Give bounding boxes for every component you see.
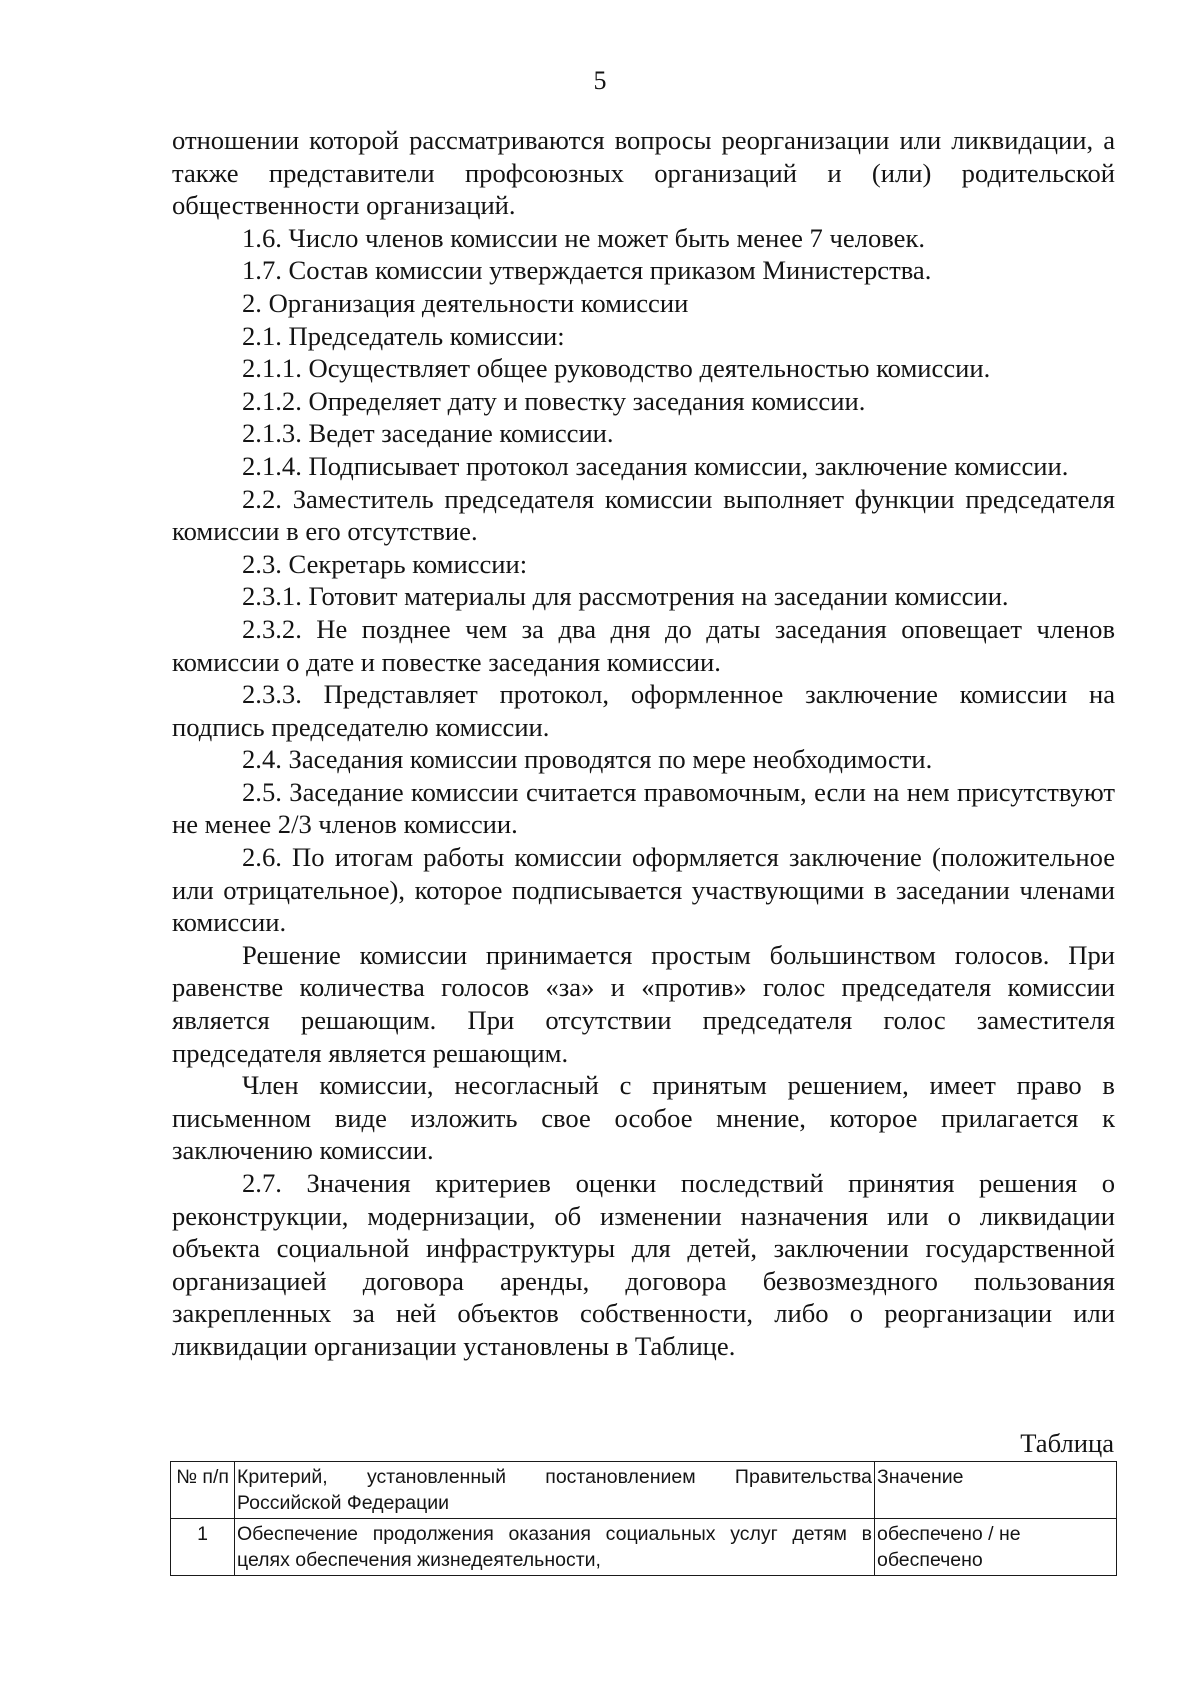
row-num: 1 [171,1519,235,1576]
row-value: обеспечено / не обеспечено [875,1519,1117,1576]
paragraph-2-2: 2.2. Заместитель председателя комиссии выполняет функции председателя комиссии в его отсутствие. [172,483,1115,547]
criteria-table [170,1461,1117,1576]
row-criterion: Обеспечение продолжения оказания социальных услуг детям в целях обеспечения жизнедеятельности, [235,1519,875,1576]
table-header-row [171,1462,1117,1519]
paragraph-2-7: 2.7. Значения критериев оценки последствий принятия решения о реконструкции, модернизации, об изменении назначения или о ликвидации объекта социальной инфраструктуры для детей, заключении государственной организацией договора аренды, договора безвозмездного пользования закрепленных за ней объектов собственности, либо о реорганизации или ликвидации организации установлены в Таблице. [172,1168,1115,1361]
paragraph-2-3: 2.3. Секретарь комиссии: [242,548,528,579]
paragraph-2-1-4: 2.1.4. Подписывает протокол заседания комиссии, заключение комиссии. [242,450,1069,481]
section-heading-2: 2. Организация деятельности комиссии [242,287,689,318]
paragraph-2-1-1: 2.1.1. Осуществляет общее руководство деятельностью комиссии. [242,353,991,384]
paragraph-continuation: отношении которой рассматриваются вопросы реорганизации или ликвидации, а также представители профсоюзных организаций и (или) родительской общественности организаций. [172,125,1115,221]
table-row [171,1519,1117,1576]
paragraph-dissent: Член комиссии, несогласный с принятым решением, имеет право в письменном виде изложить свое особое мнение, которое прилагается к заключению комиссии. [172,1070,1115,1166]
paragraph-2-3-3: 2.3.3. Представляет протокол, оформленное заключение комиссии на подпись председателю комиссии. [172,679,1115,742]
paragraph-2-3-1: 2.3.1. Готовит материалы для рассмотрения на заседании комиссии. [242,581,1009,612]
paragraph-2-6: 2.6. По итогам работы комиссии оформляется заключение (положительное или отрицательное), которое подписывается участвующими в заседании членами комиссии. [172,842,1115,938]
body-text [172,124,1115,1363]
header-criterion: Критерий, установленный постановлением Правительства Российской Федерации [235,1462,875,1519]
header-value: Значение [875,1462,1117,1519]
paragraph-1-7: 1.7. Состав комиссии утверждается приказом Министерства. [242,255,932,286]
paragraph-1-6: 1.6. Число членов комиссии не может быть менее 7 человек. [242,222,926,253]
paragraph-2-1-2: 2.1.2. Определяет дату и повестку заседания комиссии. [242,385,866,416]
table-caption: Таблица [1020,1428,1114,1458]
paragraph-2-1: 2.1. Председатель комиссии: [242,320,565,351]
paragraph-2-5: 2.5. Заседание комиссии считается правомочным, если на нем присутствуют не менее 2/3 членов комиссии. [172,776,1115,840]
paragraph-2-4: 2.4. Заседания комиссии проводятся по мере необходимости. [242,744,933,775]
paragraph-decision: Решение комиссии принимается простым большинством голосов. При равенстве количества голосов «за» и «против» голос председателя комиссии является решающим. При отсутствии председателя голос заместителя председателя является решающим. [172,939,1115,1068]
paragraph-2-1-3: 2.1.3. Ведет заседание комиссии. [242,418,614,449]
header-num: № п/п [171,1462,235,1519]
page-number: 5 [593,66,607,95]
paragraph-2-3-2: 2.3.2. Не позднее чем за два дня до даты заседания оповещает членов комиссии о дате и повестке заседания комиссии. [172,613,1115,677]
